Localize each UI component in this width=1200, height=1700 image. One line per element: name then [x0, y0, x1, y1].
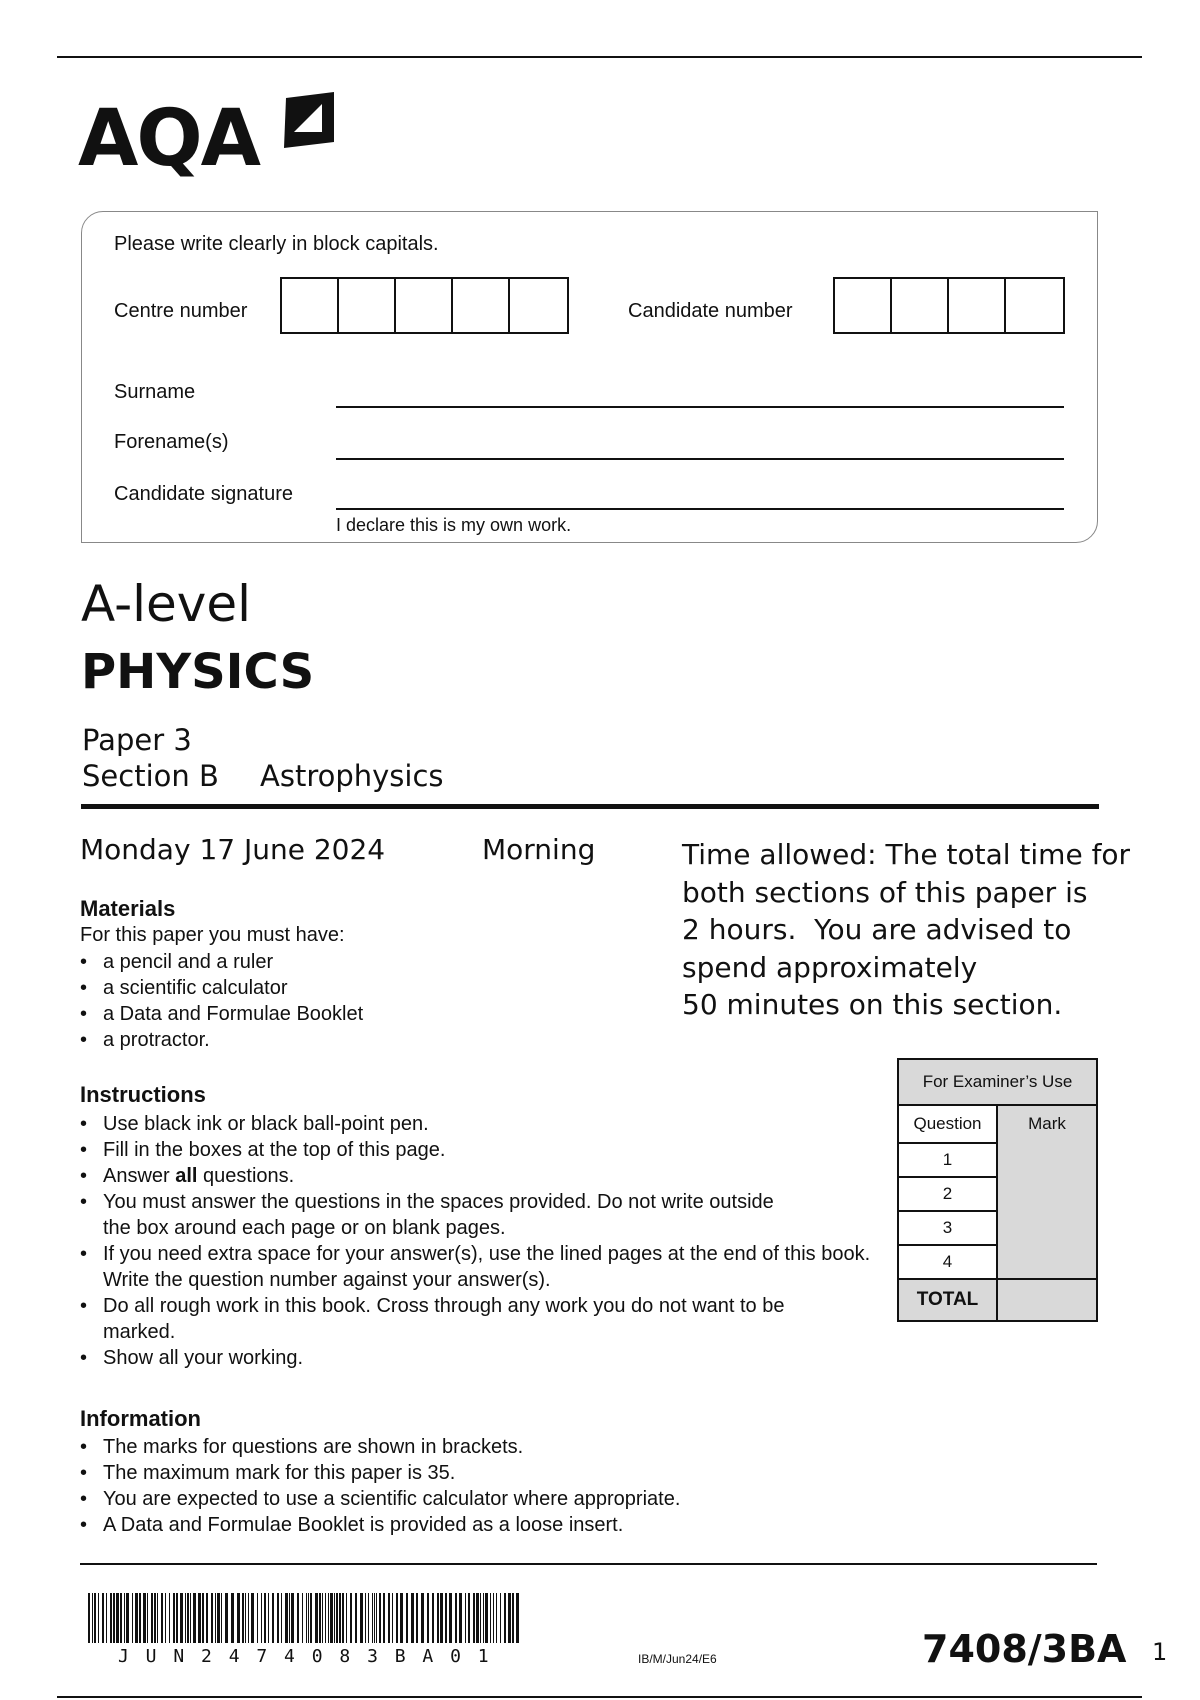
section-title: Section B — [82, 759, 219, 793]
topic-title: Astrophysics — [260, 759, 444, 793]
examiner-use-table — [897, 1058, 1098, 1322]
time-allowed-line: Time allowed: The total time for — [682, 838, 1131, 871]
list-item: • Do all rough work in this book. Cross through any work you do not want to be marked. — [80, 1293, 813, 1345]
centre-number-digit-box[interactable] — [339, 279, 396, 332]
list-item: • You are expected to use a scientific calculator where appropriate. — [80, 1486, 870, 1512]
page-number: 1 — [1152, 1638, 1168, 1666]
instructions-heading: Instructions — [80, 1082, 206, 1107]
declaration-text: I declare this is my own work. — [336, 515, 572, 535]
title-rule — [81, 804, 1099, 809]
centre-number-digit-box[interactable] — [282, 279, 339, 332]
list-item: • a protractor. — [80, 1027, 680, 1053]
time-allowed-line: both sections of this paper is — [682, 875, 1088, 909]
list-item: • The maximum mark for this paper is 35. — [80, 1460, 870, 1486]
mark-column — [997, 1105, 1097, 1279]
surname-label: Surname — [114, 381, 196, 403]
time-allowed-line: spend approximately — [682, 950, 978, 984]
aqa-logo-mark-icon — [282, 92, 338, 152]
examiner-use-heading: For Examiner’s Use — [898, 1059, 1097, 1105]
time-allowed — [682, 836, 1130, 1024]
list-item: • a scientific calculator — [80, 975, 680, 1001]
list-item: • A Data and Formulae Booklet is provided as a loose insert. — [80, 1512, 870, 1538]
time-allowed-line: 50 minutes on this section. — [682, 988, 1063, 1021]
question-number-cell: 1 — [898, 1143, 997, 1177]
paper-code: 7408/3BA — [922, 1627, 1127, 1671]
list-item: • If you need extra space for your answer(s), use the lined pages at the end of this book. Write the question number against your answer(s). — [80, 1241, 883, 1293]
candidate-number-digit-box[interactable] — [835, 279, 892, 332]
list-item: • a Data and Formulae Booklet — [80, 1001, 680, 1027]
candidate-number-digit-box[interactable] — [1006, 279, 1063, 332]
question-number-cell: 3 — [898, 1211, 997, 1245]
question-column-header: Question — [898, 1105, 997, 1143]
question-number-cell: 4 — [898, 1245, 997, 1279]
total-mark-cell — [997, 1279, 1097, 1321]
top-rule — [57, 56, 1142, 58]
materials-section — [80, 896, 680, 1053]
question-number-cell: 2 — [898, 1177, 997, 1211]
paper-title: Paper 3 — [82, 723, 192, 757]
paper-reference: IB/M/Jun24/E6 — [638, 1652, 717, 1666]
time-allowed-line: 2 hours. You are advised to — [682, 913, 1072, 946]
list-item: • The marks for questions are shown in brackets. — [80, 1434, 870, 1460]
information-list — [80, 1434, 870, 1538]
centre-number-label: Centre number — [114, 300, 248, 322]
aqa-logo-text: AQA — [78, 94, 260, 184]
list-item: • Show all your working. — [80, 1345, 870, 1371]
barcode — [88, 1593, 525, 1643]
candidate-number-digit-box[interactable] — [892, 279, 949, 332]
centre-number-boxes[interactable] — [280, 277, 569, 334]
forename-label: Forename(s) — [114, 431, 229, 453]
list-item: • Use black ink or black ball-point pen. — [80, 1111, 870, 1137]
block-capitals-instruction: Please write clearly in block capitals. — [114, 233, 439, 255]
centre-number-digit-box[interactable] — [396, 279, 453, 332]
surname-field[interactable] — [336, 406, 1064, 408]
centre-number-digit-box[interactable] — [510, 279, 567, 332]
subject-title: PHYSICS — [81, 644, 315, 700]
information-section — [80, 1406, 870, 1538]
materials-intro: For this paper you must have: — [80, 924, 345, 946]
total-label-cell: TOTAL — [898, 1279, 997, 1321]
barcode-bars-icon — [88, 1593, 525, 1643]
materials-list — [80, 949, 680, 1053]
list-item: • a pencil and a ruler — [80, 949, 680, 975]
bottom-rule — [57, 1696, 1142, 1698]
instructions-section — [80, 1082, 870, 1371]
candidate-number-label: Candidate number — [628, 300, 793, 322]
level-title: A-level — [81, 575, 252, 633]
exam-session: Morning — [482, 833, 596, 866]
list-item — [80, 1163, 870, 1189]
list-item: • Fill in the boxes at the top of this page. — [80, 1137, 870, 1163]
list-item: • You must answer the questions in the spaces provided. Do not write outside the box around each page or on blank pages. — [80, 1189, 783, 1241]
mark-column-header: Mark — [1028, 1114, 1066, 1133]
information-heading: Information — [80, 1406, 201, 1431]
candidate-number-digit-box[interactable] — [949, 279, 1006, 332]
exam-date: Monday 17 June 2024 — [80, 833, 386, 866]
materials-heading: Materials — [80, 896, 176, 921]
candidate-number-boxes[interactable] — [833, 277, 1065, 334]
barcode-text: J U N 2 4 7 4 0 8 3 B A 0 1 — [118, 1646, 492, 1667]
forename-field[interactable] — [336, 458, 1064, 460]
signature-label: Candidate signature — [114, 483, 294, 505]
answer-all-text: Answer all questions. — [103, 1165, 295, 1187]
aqa-logo — [78, 92, 348, 187]
signature-field[interactable] — [336, 508, 1064, 510]
centre-number-digit-box[interactable] — [453, 279, 510, 332]
instructions-list — [80, 1111, 870, 1371]
footer-rule — [80, 1563, 1097, 1565]
